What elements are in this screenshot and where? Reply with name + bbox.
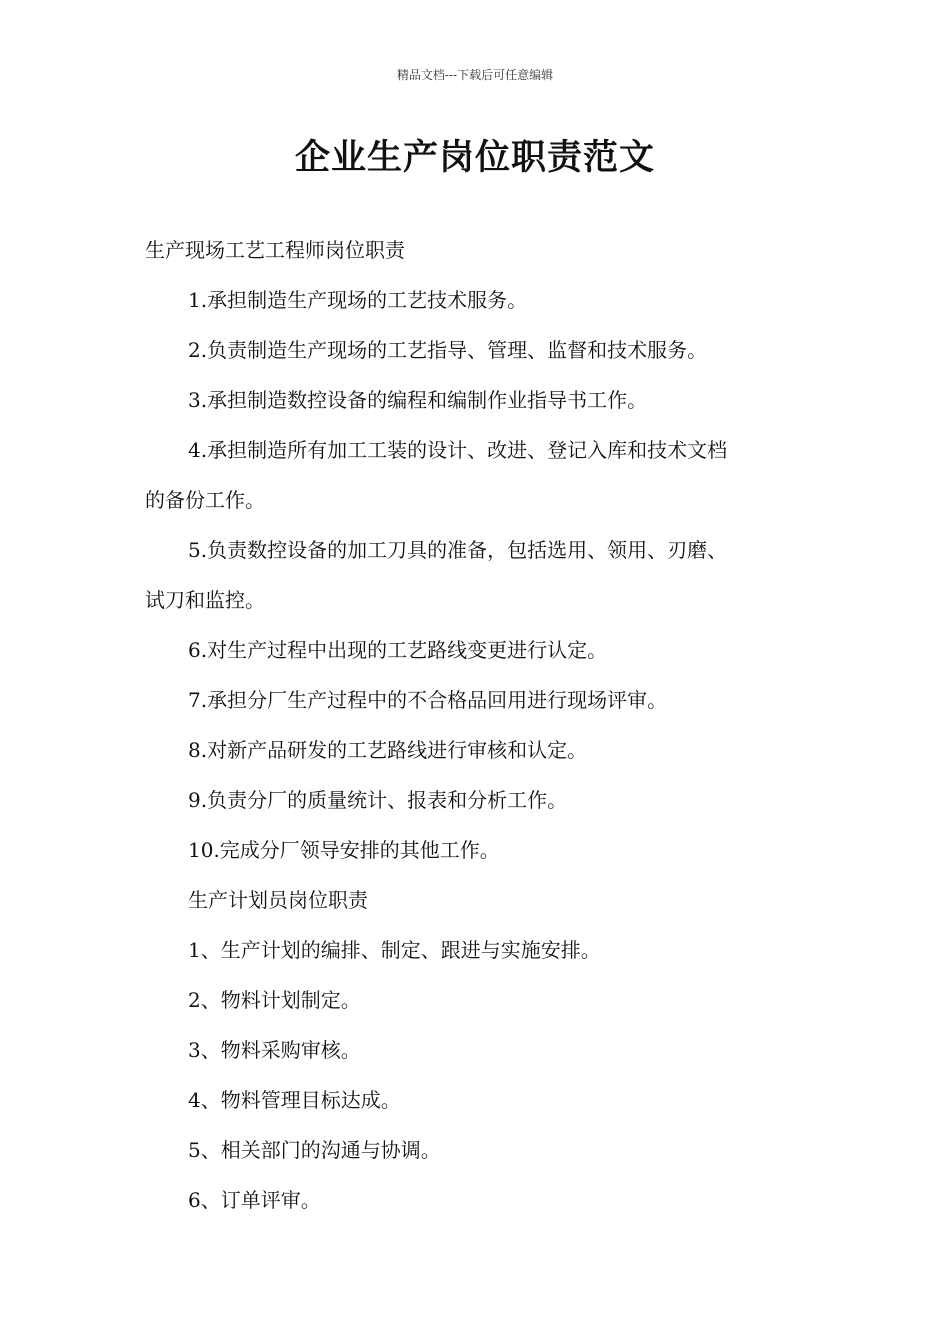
list-item: 10.完成分厂领导安排的其他工作。 <box>188 838 500 862</box>
header-note: 精品文档---下载后可任意编辑 <box>396 68 554 82</box>
section-heading-production-planner: 生产计划员岗位职责 <box>188 888 368 912</box>
list-item: 4.承担制造所有加工工装的设计、改进、登记入库和技术文档 <box>188 438 728 462</box>
list-item: 4、物料管理目标达成。 <box>188 1088 401 1112</box>
list-item: 1、生产计划的编排、制定、跟进与实施安排。 <box>188 938 601 962</box>
list-item: 5.负责数控设备的加工刀具的准备，包括选用、领用、刃磨、 <box>188 538 728 562</box>
list-item-continuation: 的备份工作。 <box>145 488 265 512</box>
section-heading-process-engineer: 生产现场工艺工程师岗位职责 <box>145 238 405 262</box>
list-item: 6.对生产过程中出现的工艺路线变更进行认定。 <box>188 638 608 662</box>
list-item: 6、订单评审。 <box>188 1188 321 1212</box>
list-item-continuation: 试刀和监控。 <box>145 588 265 612</box>
list-item: 2、物料计划制定。 <box>188 988 361 1012</box>
list-item: 5、相关部门的沟通与协调。 <box>188 1138 441 1162</box>
list-item: 1.承担制造生产现场的工艺技术服务。 <box>188 288 528 312</box>
list-item: 8.对新产品研发的工艺路线进行审核和认定。 <box>188 738 588 762</box>
list-item: 9.负责分厂的质量统计、报表和分析工作。 <box>188 788 568 812</box>
list-item: 2.负责制造生产现场的工艺指导、管理、监督和技术服务。 <box>188 338 708 362</box>
list-item: 7.承担分厂生产过程中的不合格品回用进行现场评审。 <box>188 688 668 712</box>
document-title: 企业生产岗位职责范文 <box>294 138 655 178</box>
list-item: 3、物料采购审核。 <box>188 1038 361 1062</box>
list-item: 3.承担制造数控设备的编程和编制作业指导书工作。 <box>188 388 648 412</box>
